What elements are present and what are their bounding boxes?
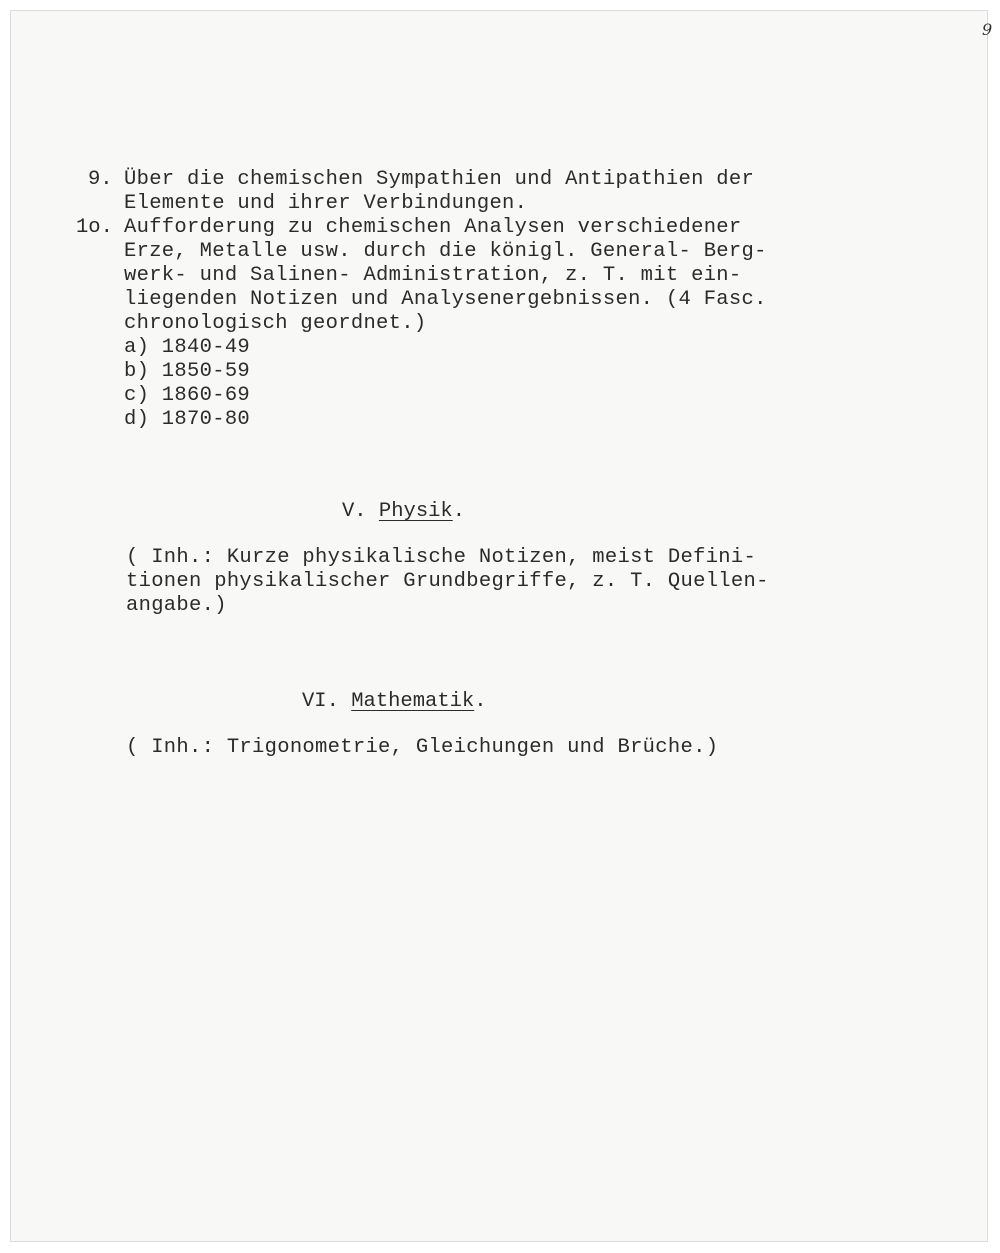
item-text-line: chronologisch geordnet.) xyxy=(124,312,427,335)
section-content-line: ( Inh.: Trigonometrie, Gleichungen und Brüche.) xyxy=(126,736,719,759)
item-number: 9. xyxy=(88,168,113,191)
item-text-line: werk- und Salinen- Administration, z. T. mit ein- xyxy=(124,264,742,287)
item-number: 1o. xyxy=(76,216,113,239)
item-text-line: Über die chemischen Sympathien und Antipathien der xyxy=(124,168,755,191)
section-content-line: ( Inh.: Kurze physikalische Notizen, meist Defini- xyxy=(126,546,757,569)
section-content-line: angabe.) xyxy=(126,594,227,617)
section-title: Physik xyxy=(378,500,453,523)
item-text-line: liegenden Notizen und Analysenergebnissen. (4 Fasc. xyxy=(124,288,767,311)
section-end: . xyxy=(452,500,466,523)
section-title: Mathematik xyxy=(351,690,475,713)
section-heading-mathematik xyxy=(302,690,487,714)
sub-item: d) 1870-80 xyxy=(124,408,251,431)
item-text-line: Aufforderung zu chemischen Analysen verschiedener xyxy=(124,216,742,239)
section-numeral: VI. xyxy=(302,690,339,713)
section-content-line: tionen physikalischer Grundbegriffe, z. T. Quellen- xyxy=(126,570,769,593)
section-end: . xyxy=(474,690,487,713)
sub-item: b) 1850-59 xyxy=(124,360,251,383)
page-number: 9 xyxy=(982,20,993,39)
item-text-line: Erze, Metalle usw. durch die königl. General- Berg- xyxy=(124,240,767,263)
section-heading-physik xyxy=(342,500,465,524)
section-numeral: V. xyxy=(342,500,367,523)
sub-item: a) 1840-49 xyxy=(124,336,251,359)
sub-item: c) 1860-69 xyxy=(124,384,251,407)
item-text-line: Elemente und ihrer Verbindungen. xyxy=(124,192,528,215)
